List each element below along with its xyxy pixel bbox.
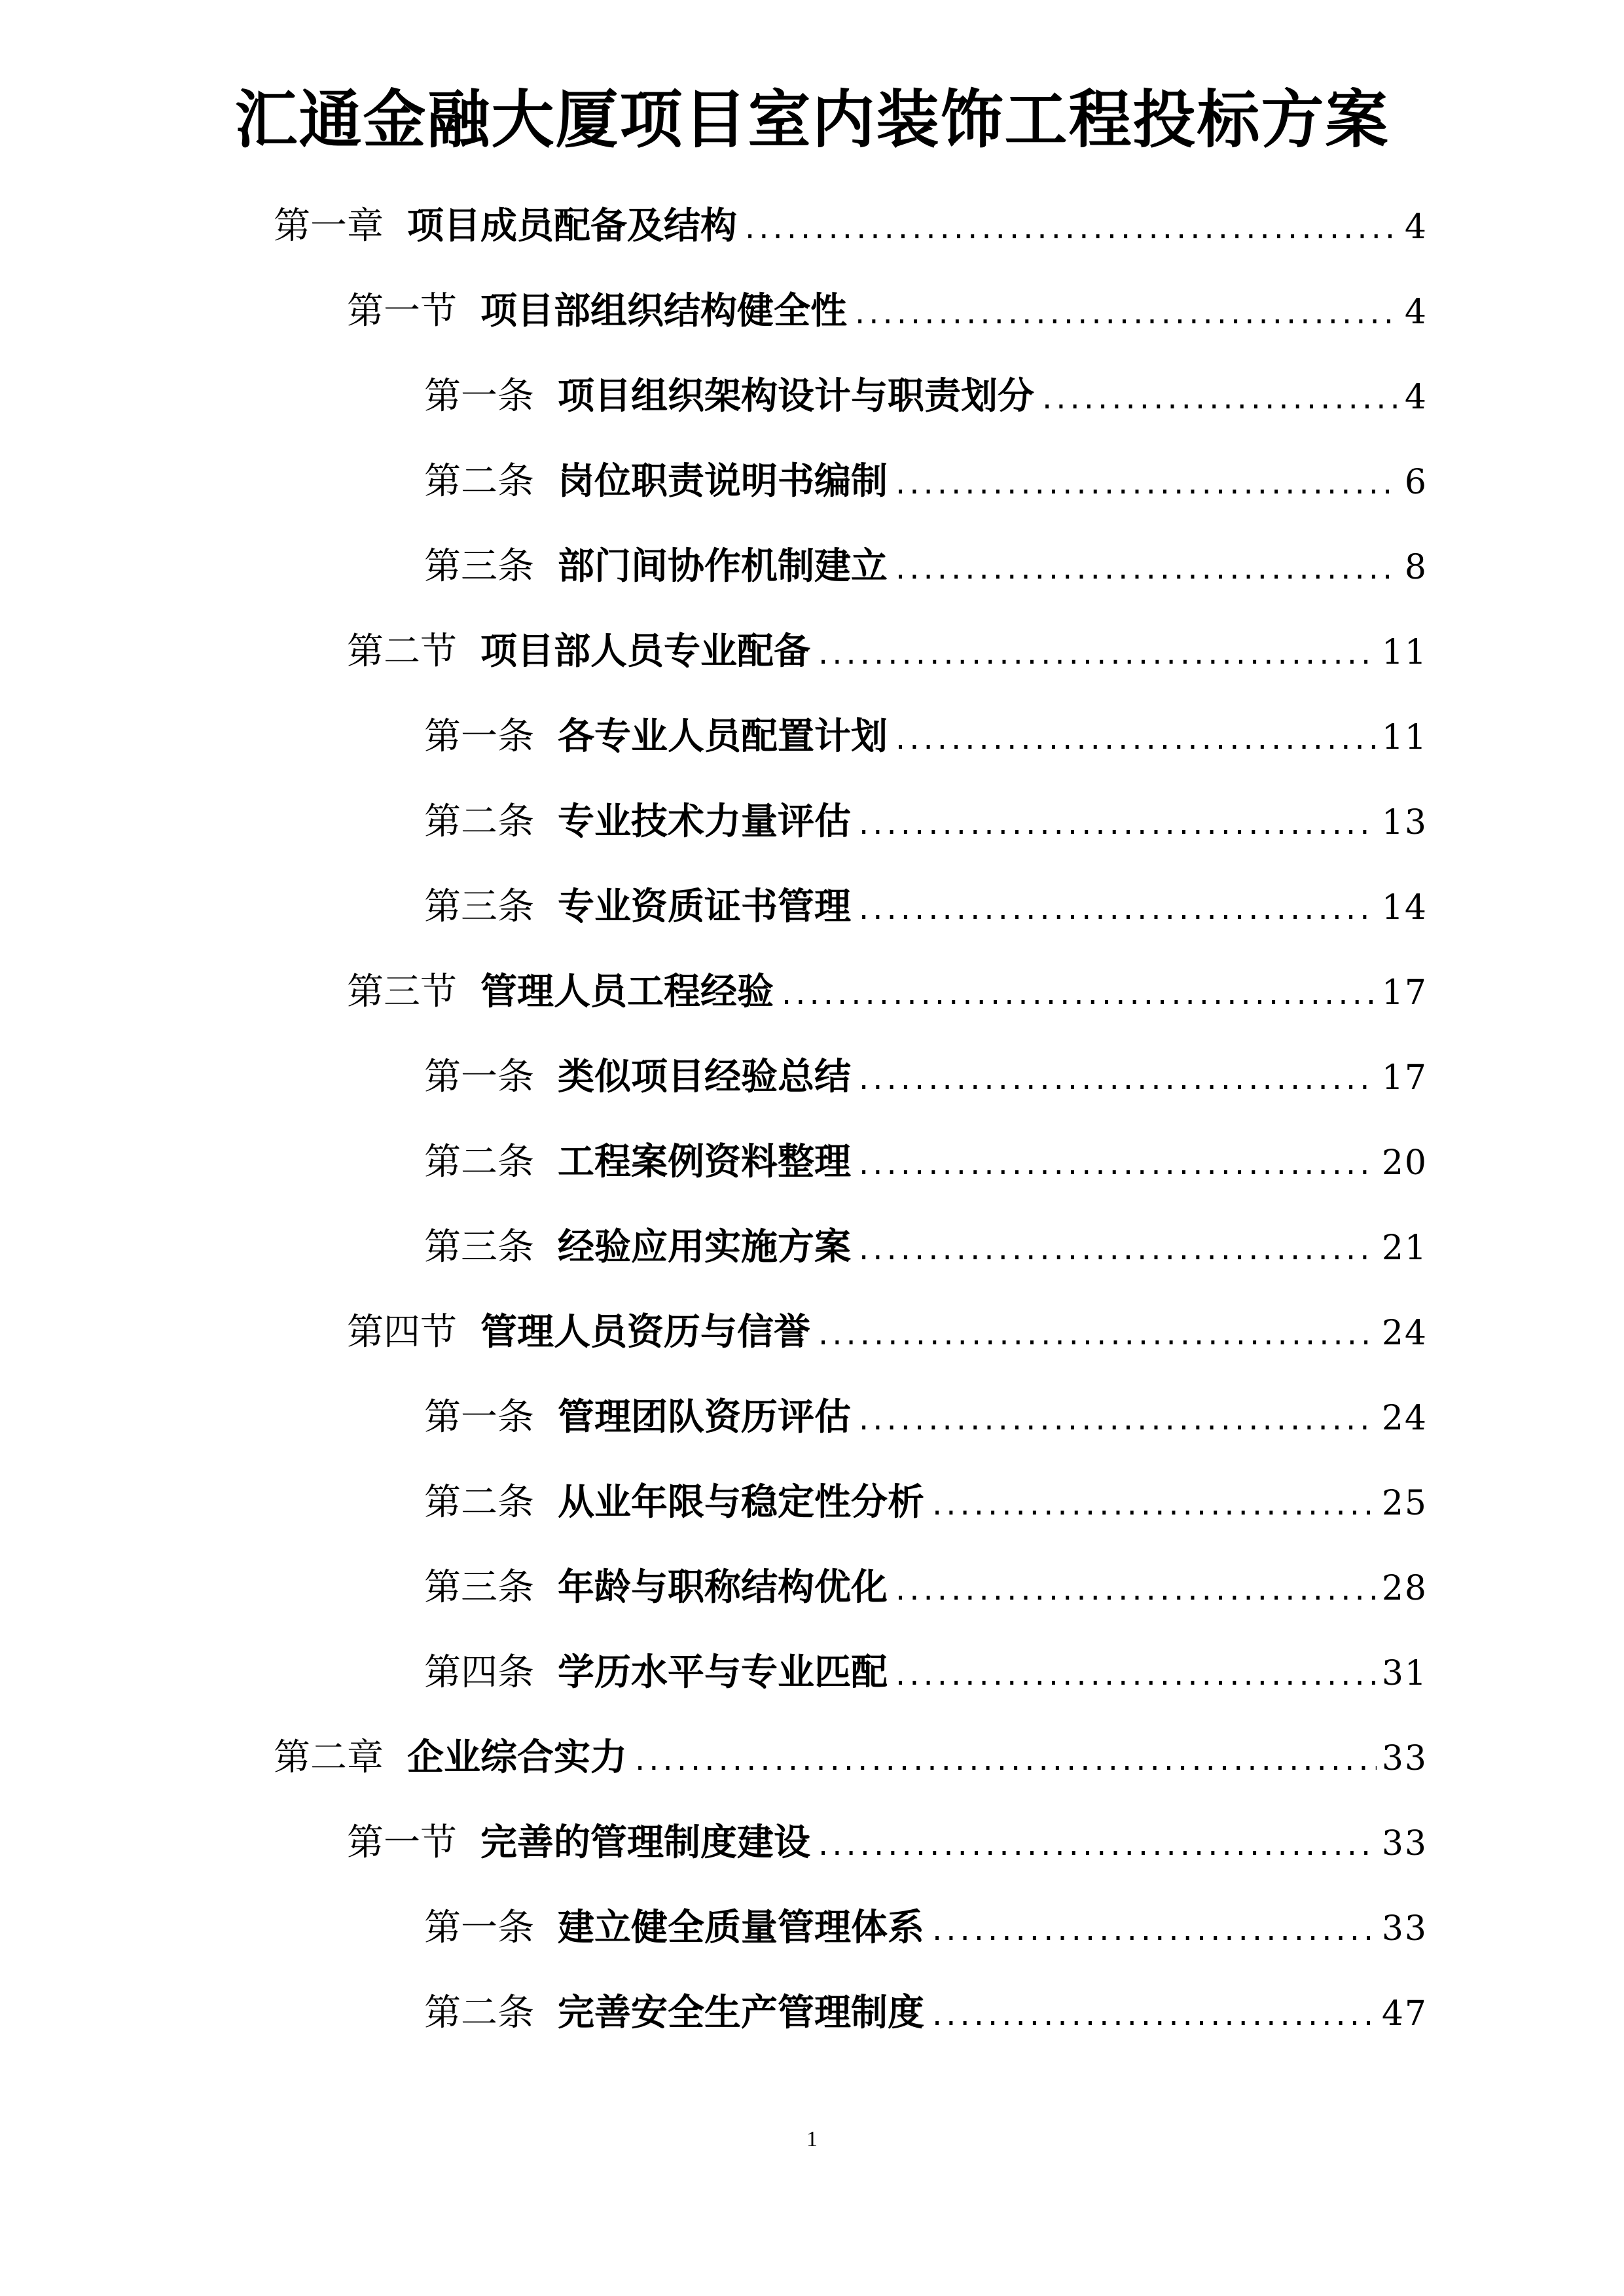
toc-entry-number: 第一条 — [424, 1396, 534, 1439]
toc-entry-title: 完善安全生产管理制度 — [558, 1991, 924, 2034]
toc-entry-number: 第四条 — [424, 1651, 534, 1694]
toc-entry-number: 第二条 — [424, 800, 534, 843]
toc-entry-section[interactable] — [347, 1816, 1428, 1869]
toc-entry-number: 第二条 — [424, 460, 534, 503]
toc-leader-dots — [895, 542, 1399, 594]
toc-entry-number: 第一节 — [347, 1821, 457, 1864]
toc-entry-page: 21 — [1381, 1229, 1428, 1268]
toc-entry-section[interactable] — [347, 285, 1428, 337]
toc-leader-dots — [1042, 372, 1399, 424]
toc-entry-page: 4 — [1404, 378, 1428, 417]
toc-entry-number: 第三条 — [424, 1226, 534, 1268]
toc-entry-title: 年龄与职称结构优化 — [558, 1566, 888, 1609]
toc-leader-dots — [859, 882, 1377, 935]
toc-entry-title: 项目成员配备及结构 — [407, 204, 737, 247]
toc-entry-page: 17 — [1381, 973, 1428, 1013]
toc-leader-dots — [782, 967, 1377, 1020]
toc-entry-article[interactable] — [424, 1221, 1428, 1273]
toc-entry-title: 部门间协作机制建立 — [558, 545, 888, 588]
toc-entry-article[interactable] — [424, 1136, 1428, 1188]
toc-entry-number: 第一条 — [424, 715, 534, 758]
toc-entry-section[interactable] — [347, 625, 1428, 677]
toc-entry-number: 第三条 — [424, 1566, 534, 1609]
toc-entry-title: 企业综合实力 — [407, 1736, 627, 1779]
toc-entry-page: 8 — [1404, 548, 1428, 587]
toc-leader-dots — [895, 1563, 1377, 1615]
toc-entry-number: 第一节 — [347, 290, 457, 332]
toc-leader-dots — [818, 1818, 1377, 1871]
toc-entry-title: 岗位职责说明书编制 — [558, 459, 888, 503]
toc-entry-article[interactable] — [424, 540, 1428, 592]
toc-entry-title: 类似项目经验总结 — [558, 1055, 851, 1098]
toc-entry-number: 第三节 — [347, 971, 457, 1013]
toc-entry-title: 项目部组织结构健全性 — [480, 289, 847, 332]
toc-entry-page: 4 — [1404, 207, 1428, 247]
toc-entry-page: 33 — [1381, 1824, 1428, 1863]
toc-leader-dots — [932, 1988, 1377, 2041]
toc-entry-title: 管理人员工程经验 — [480, 970, 774, 1013]
toc-entry-article[interactable] — [424, 1050, 1428, 1103]
toc-entry-number: 第四节 — [347, 1311, 457, 1354]
toc-entry-chapter[interactable] — [274, 200, 1428, 252]
toc-entry-page: 33 — [1381, 1739, 1428, 1778]
toc-entry-number: 第二条 — [424, 1992, 534, 2034]
toc-entry-number: 第三条 — [424, 886, 534, 928]
toc-entry-page: 11 — [1381, 633, 1428, 672]
toc-entry-page: 33 — [1381, 1909, 1428, 1948]
toc-leader-dots — [932, 1903, 1377, 1956]
toc-entry-title: 专业技术力量评估 — [558, 800, 851, 843]
toc-entry-article[interactable] — [424, 795, 1428, 848]
toc-entry-article[interactable] — [424, 1986, 1428, 2039]
toc-entry-title: 管理团队资历评估 — [558, 1395, 851, 1439]
toc-entry-article[interactable] — [424, 1901, 1428, 1954]
toc-entry-number: 第三条 — [424, 545, 534, 588]
toc-leader-dots — [635, 1733, 1377, 1785]
toc-entry-page: 24 — [1381, 1399, 1428, 1438]
toc-leader-dots — [818, 627, 1377, 679]
toc-leader-dots — [895, 712, 1377, 764]
toc-entry-number: 第一条 — [424, 1056, 534, 1098]
toc-entry-article[interactable] — [424, 1646, 1428, 1698]
toc-entry-page: 4 — [1404, 293, 1428, 332]
toc-entry-page: 14 — [1381, 888, 1428, 927]
toc-entry-article[interactable] — [424, 1391, 1428, 1443]
toc-entry-number: 第一条 — [424, 375, 534, 418]
toc-leader-dots — [855, 287, 1399, 339]
toc-entry-chapter[interactable] — [274, 1731, 1428, 1784]
toc-leader-dots — [859, 1052, 1377, 1105]
toc-entry-page: 20 — [1381, 1143, 1428, 1183]
toc-leader-dots — [859, 797, 1377, 850]
toc-entry-article[interactable] — [424, 710, 1428, 762]
toc-entry-article[interactable] — [424, 880, 1428, 933]
toc-entry-page: 25 — [1381, 1484, 1428, 1523]
toc-entry-page: 47 — [1381, 1994, 1428, 2034]
toc-entry-page: 13 — [1381, 803, 1428, 842]
page-number: 1 — [806, 2127, 818, 2151]
toc-leader-dots — [895, 457, 1399, 509]
toc-entry-title: 项目部人员专业配备 — [480, 630, 810, 673]
toc-leader-dots — [859, 1138, 1377, 1190]
toc-entry-section[interactable] — [347, 965, 1428, 1018]
toc-entry-title: 工程案例资料整理 — [558, 1140, 851, 1183]
toc-entry-title: 建立健全质量管理体系 — [558, 1906, 924, 1949]
toc-entry-article[interactable] — [424, 455, 1428, 507]
document-title: 汇通金融大厦项目室内装饰工程投标方案 — [234, 82, 1390, 156]
toc-entry-number: 第二节 — [347, 630, 457, 673]
toc-entry-page: 24 — [1381, 1314, 1428, 1353]
toc-entry-title: 从业年限与稳定性分析 — [558, 1480, 924, 1524]
toc-entry-number: 第二条 — [424, 1481, 534, 1524]
toc-leader-dots — [859, 1223, 1377, 1275]
toc-entry-number: 第二条 — [424, 1141, 534, 1183]
toc-leader-dots — [818, 1308, 1377, 1360]
toc-leader-dots — [895, 1648, 1377, 1700]
toc-entry-title: 项目组织架构设计与职责划分 — [558, 374, 1034, 418]
toc-entry-page: 11 — [1381, 718, 1428, 757]
toc-entry-title: 完善的管理制度建设 — [480, 1821, 810, 1864]
toc-leader-dots — [745, 202, 1399, 254]
toc-leader-dots — [859, 1393, 1377, 1445]
toc-leader-dots — [932, 1478, 1377, 1530]
toc-entry-article[interactable] — [424, 370, 1428, 422]
toc-entry-title: 经验应用实施方案 — [558, 1225, 851, 1268]
toc-entry-page: 31 — [1381, 1654, 1428, 1693]
toc-entry-number: 第一条 — [424, 1907, 534, 1949]
toc-entry-page: 6 — [1404, 463, 1428, 502]
toc-entry-page: 17 — [1381, 1058, 1428, 1098]
toc-entry-article[interactable] — [424, 1561, 1428, 1613]
toc-entry-title: 专业资质证书管理 — [558, 885, 851, 928]
toc-entry-article[interactable] — [424, 1476, 1428, 1528]
toc-entry-page: 28 — [1381, 1569, 1428, 1608]
toc-entry-title: 各专业人员配置计划 — [558, 715, 888, 758]
toc-entry-number: 第一章 — [274, 205, 384, 247]
toc-entry-number: 第二章 — [274, 1736, 384, 1779]
toc-entry-section[interactable] — [347, 1306, 1428, 1358]
toc-entry-title: 学历水平与专业匹配 — [558, 1651, 888, 1694]
toc-entry-title: 管理人员资历与信誉 — [480, 1310, 810, 1354]
